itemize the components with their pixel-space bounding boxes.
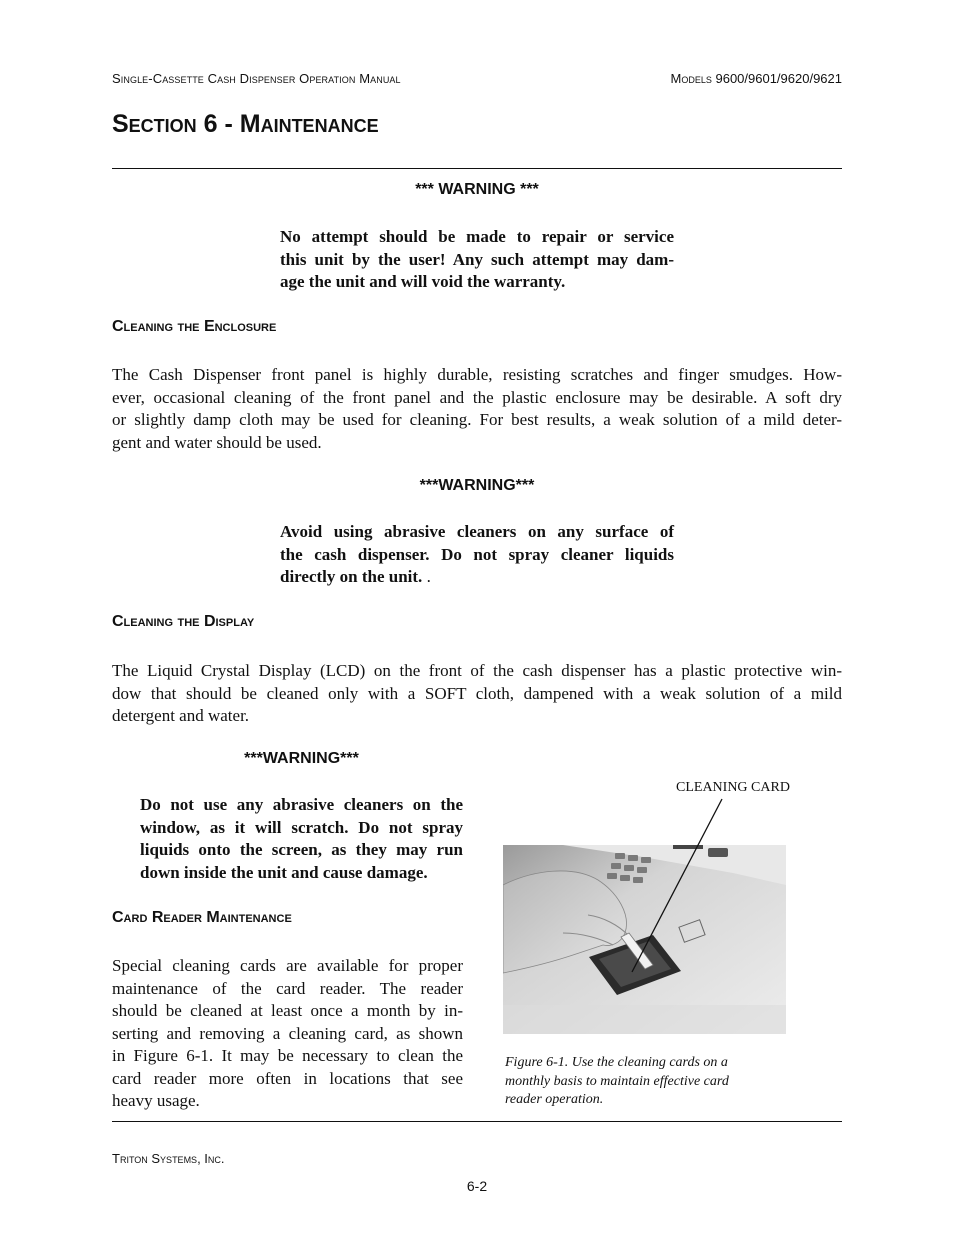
card-reader-line: card reader more often in locations that see <box>112 1068 463 1088</box>
display-line: detergent and water. <box>112 706 250 725</box>
card-reader-line: heavy usage. <box>112 1091 200 1110</box>
footer-company: Triton Systems, Inc. <box>112 1151 225 1166</box>
footer-rule <box>112 1121 842 1122</box>
card-reader-line: Special cleaning cards are available for proper <box>112 956 463 975</box>
card-reader-paragraph <box>112 955 463 1113</box>
caption-line: Figure 6-1. Use the cleaning cards on a <box>505 1055 728 1070</box>
warning-text-2 <box>280 521 674 589</box>
figure-caption <box>505 1054 775 1110</box>
warning-1-line: this unit by the user! Any such attempt may dam- <box>280 249 674 269</box>
warning-1-line: No attempt should be made to repair or service <box>280 227 674 246</box>
subheading-card-reader: Card Reader Maintenance <box>112 909 292 926</box>
enclosure-line: gent and water should be used. <box>112 432 322 452</box>
caption-line: reader operation. <box>505 1092 604 1107</box>
display-line: The Liquid Crystal Display (LCD) on the front of the cash dispenser has a plastic protective win- <box>112 661 842 680</box>
title-rule <box>112 168 842 169</box>
warning-text-3 <box>140 794 463 884</box>
warning-text-1 <box>280 226 674 294</box>
warning-3-line: liquids onto the screen, as they may run <box>140 840 463 859</box>
warning-2-line: Avoid using abrasive cleaners on any surface of <box>280 522 674 541</box>
warning-heading-3: ***WARNING*** <box>244 750 359 767</box>
running-header-models: Models 9600/9601/9620/9621 <box>670 71 842 86</box>
running-header-title: Single-Cassette Cash Dispenser Operation Manual <box>112 71 401 86</box>
subheading-display: Cleaning the Display <box>112 613 255 630</box>
enclosure-line: or slightly damp cloth may be used for cleaning. For best results, a weak solution of a mild deter- <box>112 410 842 429</box>
card-reader-line: should be cleaned at least once a month by in- <box>112 1001 463 1020</box>
subheading-enclosure: Cleaning the Enclosure <box>112 318 277 335</box>
card-reader-line: in Figure 6-1. It may be necessary to clean the <box>112 1046 463 1065</box>
figure-callout-label: CLEANING CARD <box>676 780 790 795</box>
warning-2-trailing: . <box>422 567 431 586</box>
enclosure-line: The Cash Dispenser front panel is highly durable, resisting scratches and finger smudges. How- <box>112 365 842 384</box>
warning-1-line: age the unit and will void the warranty. <box>280 272 566 291</box>
warning-heading-2: ***WARNING*** <box>419 477 535 494</box>
section-title: Section 6 - Maintenance <box>112 110 379 138</box>
page-number: 6-2 <box>466 1178 488 1194</box>
warning-heading-1: *** WARNING *** <box>415 181 539 198</box>
cleaning-card-photo <box>503 845 786 1034</box>
enclosure-line: ever, occasional cleaning of the front panel and the plastic enclosure may be desirable. A soft dry <box>112 387 842 407</box>
warning-2-line: directly on the unit. <box>280 567 423 586</box>
display-paragraph <box>112 660 842 728</box>
display-line: dow that should be cleaned only with a SOFT cloth, dampened with a weak solution of a mild <box>112 683 842 703</box>
warning-3-line: Do not use any abrasive cleaners on the <box>140 795 463 814</box>
warning-3-line: window, as it will scratch. Do not spray <box>140 817 463 837</box>
warning-2-line: the cash dispenser. Do not spray cleaner liquids <box>280 544 674 564</box>
caption-line: monthly basis to maintain effective card <box>505 1073 729 1089</box>
card-reader-line: maintenance of the card reader. The reader <box>112 978 463 998</box>
warning-3-line: down inside the unit and cause damage. <box>140 862 428 882</box>
enclosure-paragraph <box>112 364 842 454</box>
card-reader-line: serting and removing a cleaning card, as shown <box>112 1023 463 1043</box>
